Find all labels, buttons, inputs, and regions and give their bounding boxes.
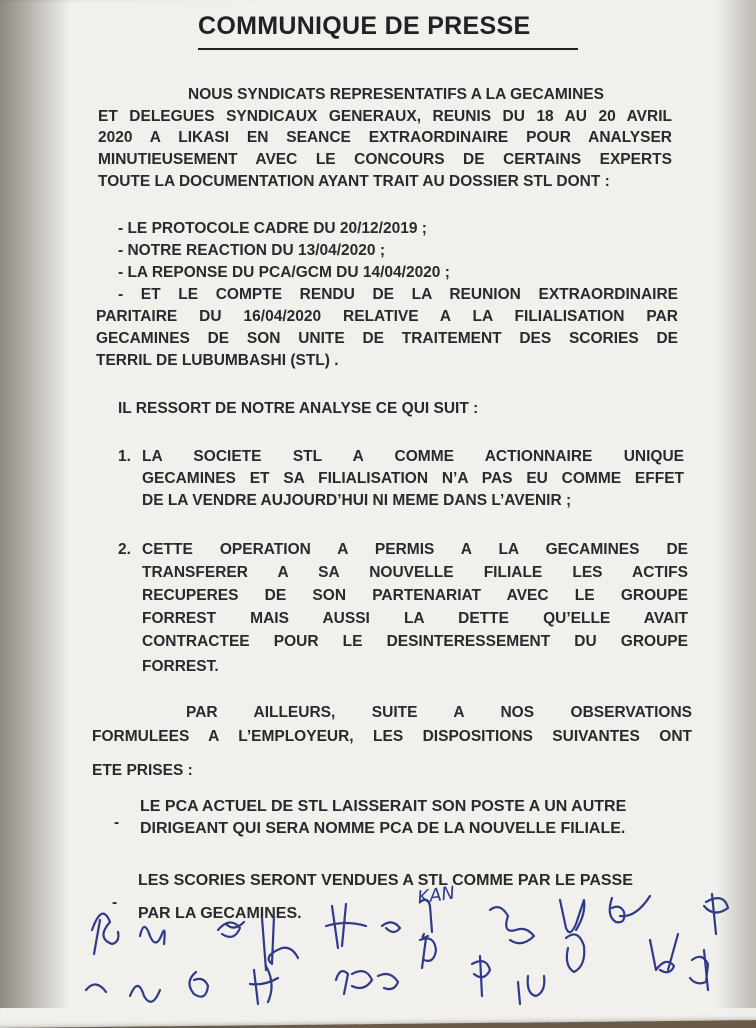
point-line: GECAMINES ET SA FILIALISATION N’A PAS EU COMME EFFET (142, 470, 684, 487)
signature-mark (490, 907, 534, 943)
page-title: COMMUNIQUE DE PRESSE (198, 12, 531, 40)
signatures (0, 880, 756, 1008)
disposition-line: PAR LA GECAMINES. (138, 905, 302, 922)
doc-list-item: - LE PROTOCOLE CADRE DU 20/12/2019 ; (118, 220, 427, 237)
point-line: CONTRACTEE POUR LE DESINTERESSEMENT DU GROUPE (142, 633, 688, 650)
signature-mark (420, 938, 436, 968)
intro-line: TOUTE LA DOCUMENTATION AYANT TRAIT AU DOSSIER STL DONT : (98, 173, 610, 190)
signature-mark (262, 916, 298, 970)
signature-mark (189, 972, 208, 997)
doc-list-item: - LA REPONSE DU PCA/GCM DU 14/04/2020 ; (118, 264, 450, 281)
signature-mark (326, 904, 366, 948)
signature-text: KAN (416, 882, 457, 909)
doc-list-line: PARITAIRE DU 16/04/2020 RELATIVE A LA FILIALISATION PAR (96, 308, 678, 325)
doc-list-line: GECAMINES DE SON UNITE DE TRAITEMENT DES SCORIES DE (96, 330, 678, 347)
signature-mark (86, 984, 160, 1001)
analysis-heading: IL RESSORT DE NOTRE ANALYSE CE QUI SUIT : (118, 400, 479, 417)
point-line: FORREST MAIS AUSSI LA DETTE QU’ELLE AVAIT (142, 610, 688, 627)
signature-mark (472, 956, 490, 996)
disposition-line: LES SCORIES SERONT VENDUES A STL COMME PAR LE PASSE (138, 872, 633, 889)
signature-mark (518, 976, 544, 1004)
doc-list-item: - ET LE COMPTE RENDU DE LA REUNION EXTRAORDINAIRE (118, 286, 678, 303)
intro-line: ET DELEGUES SYNDICAUX GENERAUX, REUNIS DU 18 AU 20 AVRIL (98, 108, 672, 125)
point-line: DE LA VENDRE AUJOURD’HUI NI MEME DANS L’AVENIR ; (142, 492, 572, 509)
signature-mark (560, 900, 584, 932)
doc-list-item: - NOTRE REACTION DU 13/04/2020 ; (118, 242, 386, 259)
point-line: FORREST. (142, 658, 219, 675)
signature-mark (690, 950, 708, 990)
disposition-line: DIRIGEANT QUI SERA NOMME PCA DE LA NOUVELLE FILIALE. (140, 820, 626, 837)
observations-line: PAR AILLEURS, SUITE A NOS OBSERVATIONS (186, 704, 692, 721)
point-line: TRANSFERER A SA NOUVELLE FILIALE LES ACTIFS (142, 564, 688, 581)
signature-mark (92, 914, 118, 954)
disposition-bullet: - (114, 814, 120, 831)
intro-line: 2020 A LIKASI EN SEANCE EXTRAORDINAIRE POUR ANALYSER (98, 129, 672, 146)
observations-line: FORMULEES A L’EMPLOYEUR, LES DISPOSITIONS SUIVANTES ONT (92, 728, 692, 745)
doc-list-line: TERRIL DE LUBUMBASHI (STL) . (96, 352, 339, 369)
signature-mark (704, 894, 728, 934)
signature-mark (140, 927, 165, 944)
point-line: CETTE OPERATION A PERMIS A LA GECAMINES DE (142, 541, 688, 558)
intro-line: MINUTIEUSEMENT AVEC LE CONCOURS DE CERTAINS EXPERTS (98, 151, 672, 168)
disposition-line: LE PCA ACTUEL DE STL LAISSERAIT SON POSTE A UN AUTRE (140, 798, 627, 815)
point-line: LA SOCIETE STL A COMME ACTIONNAIRE UNIQUE (142, 448, 684, 465)
signature-mark (382, 922, 400, 932)
signature-mark (610, 896, 650, 922)
observations-line: ETE PRISES : (92, 762, 193, 779)
signature-mark (218, 922, 244, 937)
signature-mark (250, 966, 278, 1004)
signature-mark (336, 971, 398, 994)
point-number: 2. (118, 541, 131, 558)
title-underline (198, 48, 578, 50)
signature-mark (650, 934, 678, 972)
disposition-bullet: - (112, 894, 118, 911)
point-number: 1. (118, 448, 131, 465)
signature-mark (566, 934, 584, 972)
intro-line: NOUS SYNDICATS REPRESENTATIFS A LA GECAMINES (188, 86, 604, 103)
point-line: RECUPERES DE SON PARTENARIAT AVEC LE GROUPE (142, 587, 688, 604)
